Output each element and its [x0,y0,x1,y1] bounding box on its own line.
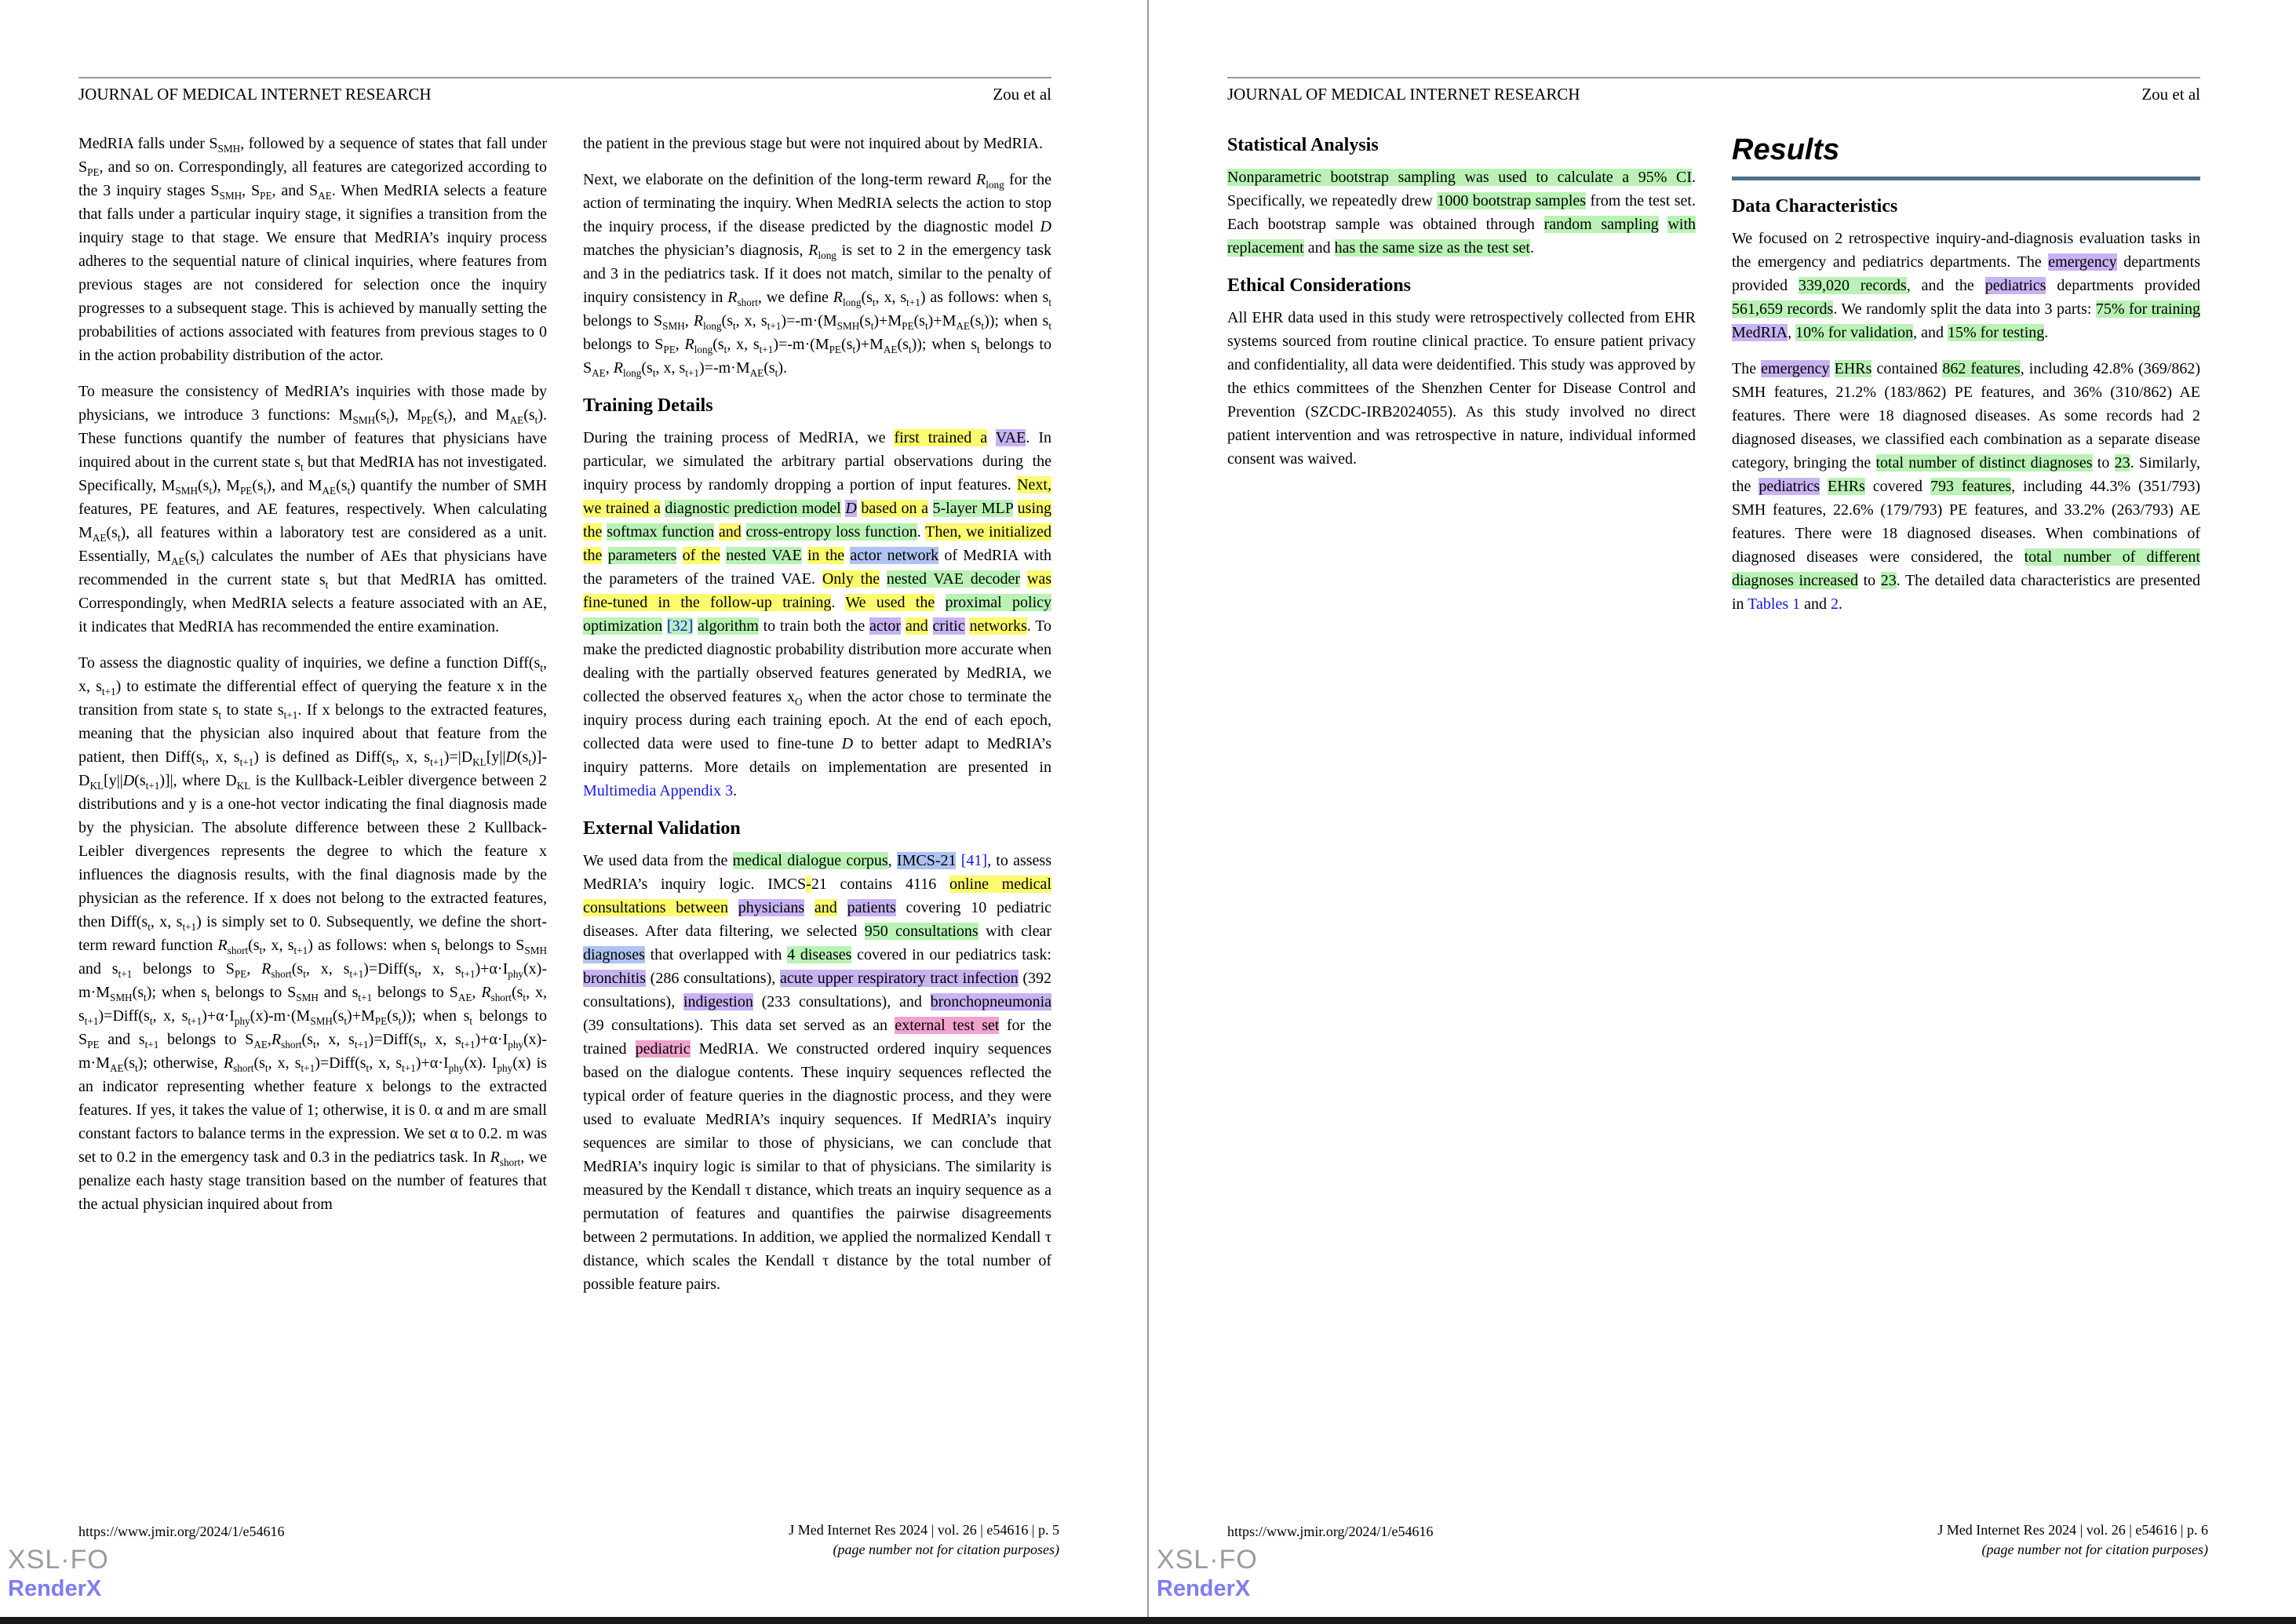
citation-link[interactable]: 2 [1831,595,1839,613]
author-name: Zou et al [2141,85,2200,104]
section-heading-data-characteristics: Data Characteristics [1732,196,1898,217]
paragraph: All EHR data used in this study were retrospectively collected from EHR systems sourced from routine clinical practice. To ensure patient privacy and confidentiality, all data were deidentified. This study was approved by the ethics committees of the Shenzhen Center for Disease Control and Prevention (SZCDC-IRB2024055). As this study involved no direct patient intervention and was retrospective in nature, individual informed consent was waived. [1227,309,1696,468]
xslfo-logo-text: XSL·FO [8,1545,109,1575]
citation-link[interactable]: [32] [666,617,694,635]
paragraph: We focused on 2 retrospective inquiry-and-diagnosis evaluation tasks in the emergency and pediatrics departments. The emergency departments provided 339,020 records, and the pediatrics departments provided 561,659 records. We randomly split the data into 3 parts: 75% for training MedRIA, 10% for validation, and 15% for testing. [1732,230,2201,341]
page5-body [78,132,1051,1309]
page6-header [1227,77,2200,104]
renderx-logo-text: RenderX [1157,1576,1251,1602]
journal-title: JOURNAL OF MEDICAL INTERNET RESEARCH [1227,85,1580,104]
paragraph: Next, we elaborate on the definition of the long-term reward $R_{long}$ for the action of terminating the inquiry. When MedRIA selects the action to stop the inquiry process, if the disease predicted by the diagnostic model D matches the physician’s diagnosis, $R_{long}$ is set to 2 in the emergency task and 3 in the pediatrics task. If it does not match, similar to the penalty of inquiry consistency in $R_{short}$, we define $R_{long}(s_t$, x, $s_{t+1}$) as follows: when $s_t$ belongs to $S_{SMH}$, $R_{long}(s_t$, x, $s_{t+1})=-m\cdot(M_{SMH}(s_t)+M_{PE}(s_t)+M_{AE}(s_t))$; when $s_t$ belongs to $S_{PE}$, $R_{long}(s_t$, x, $s_{t+1})=-m\cdot(M_{PE}(s_t)+M_{AE}(s_t))$; when $s_t$ belongs to $S_{AE}$, $R_{long}(s_t$, x, $s_{t+1})=-m\cdot M_{AE}(s_t)$. [583,171,1052,379]
page6-body [1227,132,2200,628]
page-5 [0,0,1147,1624]
window-bottom-bar [0,1617,2296,1624]
footer-citation [789,1520,1059,1560]
section-heading-ethical-considerations: Ethical Considerations [1227,275,1412,296]
paragraph: We used data from the medical dialogue corpus, IMCS-21 [41], to assess MedRIA’s inquiry logic. IMCS-21 contains 4116 online medical consultations between physicians and patients covering 10 pediatric diseases. After data filtering, we selected 950 consultations with clear diagnoses that overlapped with 4 diseases covered in our pediatrics task: bronchitis (286 consultations), acute upper respiratory tract infection (392 consultations), indigestion (233 consultations), and bronchopneumonia (39 consultations). This data set served as an external test set for the trained pediatric MedRIA. We constructed ordered inquiry sequences based on the dialogue contents. These inquiry sequences reflected the typical order of feature queries in the diagnostic process, and they were used to evaluate MedRIA’s inquiry sequences. If MedRIA’s inquiry sequences are similar to those of physicians, we can conclude that MedRIA’s inquiry logic is similar to that of physicians. The similarity is measured by the Kendall τ distance, which treats an inquiry sequence as a permutation of features and quantifies the pairwise disagreements between 2 permutations. In addition, we applied the normalized Kendall τ distance, which scales the Kendall τ distance by the total number of possible feature pairs. [583,852,1052,1293]
footer-note: (page number not for citation purposes) [1981,1542,2208,1557]
paragraph: To measure the consistency of MedRIA’s inquiries with those made by physicians, we introduce 3 functions: $M_{SMH}(s_t)$, $M_{PE}(s_t)$, and $M_{AE}(s_t)$. These functions quantify the number of features that physicians have inquired about in the current state $s_t$ but that MedRIA has not investigated. Specifically, $M_{SMH}(s_t)$, $M_{PE}(s_t)$, and $M_{AE}(s_t)$ quantify the number of SMH features, PE features, and AE features, respectively. When calculating $M_{AE}(s_t)$, all features within a laboratory test are considered as a unit. Essentially, $M_{AE}(s_t)$ calculates the number of AEs that physicians have recommended in the current state $s_t$ but that MedRIA has omitted. Correspondingly, when MedRIA selects a feature associated with an AE, it indicates that MedRIA has recommended the entire examination. [78,383,548,635]
footer-citation [1937,1520,2208,1560]
footer-citation-line: J Med Internet Res 2024 | vol. 26 | e54616 | p. 5 [789,1522,1059,1538]
footer-url[interactable]: https://www.jmir.org/2024/1/e54616 [78,1524,285,1539]
section-heading-statistical-analysis: Statistical Analysis [1227,135,1379,155]
footer-citation-line: J Med Internet Res 2024 | vol. 26 | e54616 | p. 6 [1937,1522,2208,1538]
renderx-logo[interactable] [8,1546,109,1602]
paragraph: To assess the diagnostic quality of inquiries, we define a function $Diff(s_t$, x, $s_{t+1}$) to estimate the differential effect of querying the feature x in the transition from state $s_t$ to state $s_{t+1}$. If x belongs to the extracted features, meaning that the physician also inquired about that feature from the patient, then $Diff(s_t$, x, $s_{t+1}$) is defined as $Diff(s_t$, x, $s_{t+1})=|D_{KL}[y||D(s_t)]-D_{KL}[y||D(s_{t+1})]|$, where $D_{KL}$ is the Kullback-Leibler divergence between 2 distributions and y is a one-hot vector indicating the final diagnosis made by the physician. The absolute difference between these 2 Kullback-Leibler divergences represents the degree to which the feature x influences the diagnosis results, with the final diagnosis made by the physician as the reference. If x does not belong to the extracted features, then $Diff(s_t$, x, $s_{t+1}$) is simply set to 0. Subsequently, we define the short-term reward function $R_{short}(s_t$, x, $s_{t+1}$) as follows: when $s_t$ belongs to $S_{SMH}$ and $s_{t+1}$ belongs to $S_{PE}$, $R_{short}(s_t$, x, $s_{t+1})=Diff(s_t$, x, $s_{t+1})+\alpha\cdot I_{phy}(x)-m\cdot M_{SMH}(s_t)$; when $s_t$ belongs to $S_{SMH}$ and $s_{t+1}$ belongs to $S_{AE}$, $R_{short}(s_t$, x, $s_{t+1})=Diff(s_t$, x, $s_{t+1})+\alpha\cdot I_{phy}(x)-m\cdot(M_{SMH}(s_t)+M_{PE}(s_t))$; when $s_t$ belongs to $S_{PE}$ and $s_{t+1}$ belongs to $S_{AE},R_{short}(s_t$, x, $s_{t+1})=Diff(s_t$, x, $s_{t+1})+\alpha\cdot I_{phy}(x)-m\cdot M_{AE}(s_t)$; otherwise, $R_{short}(s_t$, x, $s_{t+1})=Diff(s_t$, x, $s_{t+1})+\alpha\cdot I_{phy}(x)$. $I_{phy}(x)$ is an indicator representing whether feature x belongs to the extracted features. If yes, it takes the value of 1; otherwise, it is 0. α and m are small constant factors to balance terms in the expression. We set α to 0.2. m was set to 0.2 in the emergency task and 0.3 in the pediatrics task. In $R_{short}$, we penalize each hasty stage transition based on the number of features that the actual physician inquired about from [78,654,548,1213]
results-title: Results [1732,133,1840,166]
page6-col2 [1732,132,2200,628]
section-heading-training-details: Training Details [583,395,713,416]
paragraph: During the training process of MedRIA, we first trained a VAE. In particular, we simulated the arbitrary partial observations during the inquiry process by randomly dropping a portion of input features. Next, we trained a diagnostic prediction model D based on a 5-layer MLP using the softmax function and cross-entropy loss function. Then, we initialized the parameters of the nested VAE in the actor network of MedRIA with the parameters of the trained VAE. Only the nested VAE decoder was fine-tuned in the follow-up training. We used the proximal policy optimization [32] algorithm to train both the actor and critic networks. To make the predicted diagnostic probability distribution more accurate when dealing with the partially observed features generated by MedRIA, we collected the observed features $x_O$ when the actor chose to terminate the inquiry process during each training epoch. At the end of each epoch, collected data were used to fine-tune D to better adapt to MedRIA’s inquiry patterns. More details on implementation are presented in Multimedia Appendix 3. [583,429,1052,799]
paragraph: the patient in the previous stage but were not inquired about by MedRIA. [583,135,1043,152]
xslfo-logo-text: XSL·FO [1157,1545,1258,1575]
citation-link[interactable]: Multimedia Appendix 3 [583,782,734,799]
footer-note: (page number not for citation purposes) [833,1542,1059,1557]
author-name: Zou et al [993,85,1051,104]
section-heading-external-validation: External Validation [583,818,741,839]
page5-col2 [583,132,1051,1309]
paragraph: The emergency EHRs contained 862 features, including 42.8% (369/862) SMH features, 21.2% (183/862) PE features, and 36% (310/862) AE features. There were 18 diagnosed diseases. As some records had 2 diagnosed diseases, we classified each combination as a separate disease category, bringing the total number of distinct diagnoses to 23. Similarly, the pediatrics EHRs covered 793 features, including 44.3% (351/793) SMH features, 22.6% (179/793) PE features, and 33.2% (263/793) AE features. There were 18 diagnosed diseases. When combinations of diagnosed diseases were considered, the total number of different diagnoses increased to 23. The detailed data characteristics are presented in Tables 1 and 2. [1732,360,2201,613]
citation-link[interactable]: [41] [960,852,988,869]
journal-title: JOURNAL OF MEDICAL INTERNET RESEARCH [78,85,432,104]
paragraph: Nonparametric bootstrap sampling was used to calculate a 95% CI. Specifically, we repeatedly drew 1000 bootstrap samples from the test set. Each bootstrap sample was obtained through random sampling with replacement and has the same size as the test set. [1227,169,1696,257]
paragraph: MedRIA falls under $S_{SMH}$, followed by a sequence of states that fall under $S_{PE}$, and so on. Correspondingly, all features are categorized according to the 3 inquiry stages $S_{SMH}$, $S_{PE}$, and $S_{AE}$. When MedRIA selects a feature that falls under a particular inquiry stage, it signifies a transition from the inquiry stage to that stage. We ensure that MedRIA’s inquiry process adheres to the sequential nature of clinical inquiries, where features from previous stages are not considered for selection once the inquiry progresses to a subsequent stage. This is achieved by manually setting the probabilities of actions associated with features from previous stages to 0 in the action probability distribution of the actor. [78,135,548,364]
renderx-logo[interactable] [1157,1546,1258,1602]
footer-url[interactable]: https://www.jmir.org/2024/1/e54616 [1227,1524,1434,1539]
page5-header [78,77,1051,104]
page-6 [1149,0,2296,1624]
page5-col1 [78,132,547,1309]
results-rule [1732,177,2200,180]
renderx-logo-text: RenderX [8,1576,102,1602]
page6-col1 [1227,132,1696,628]
citation-link[interactable]: Tables 1 [1748,595,1801,613]
